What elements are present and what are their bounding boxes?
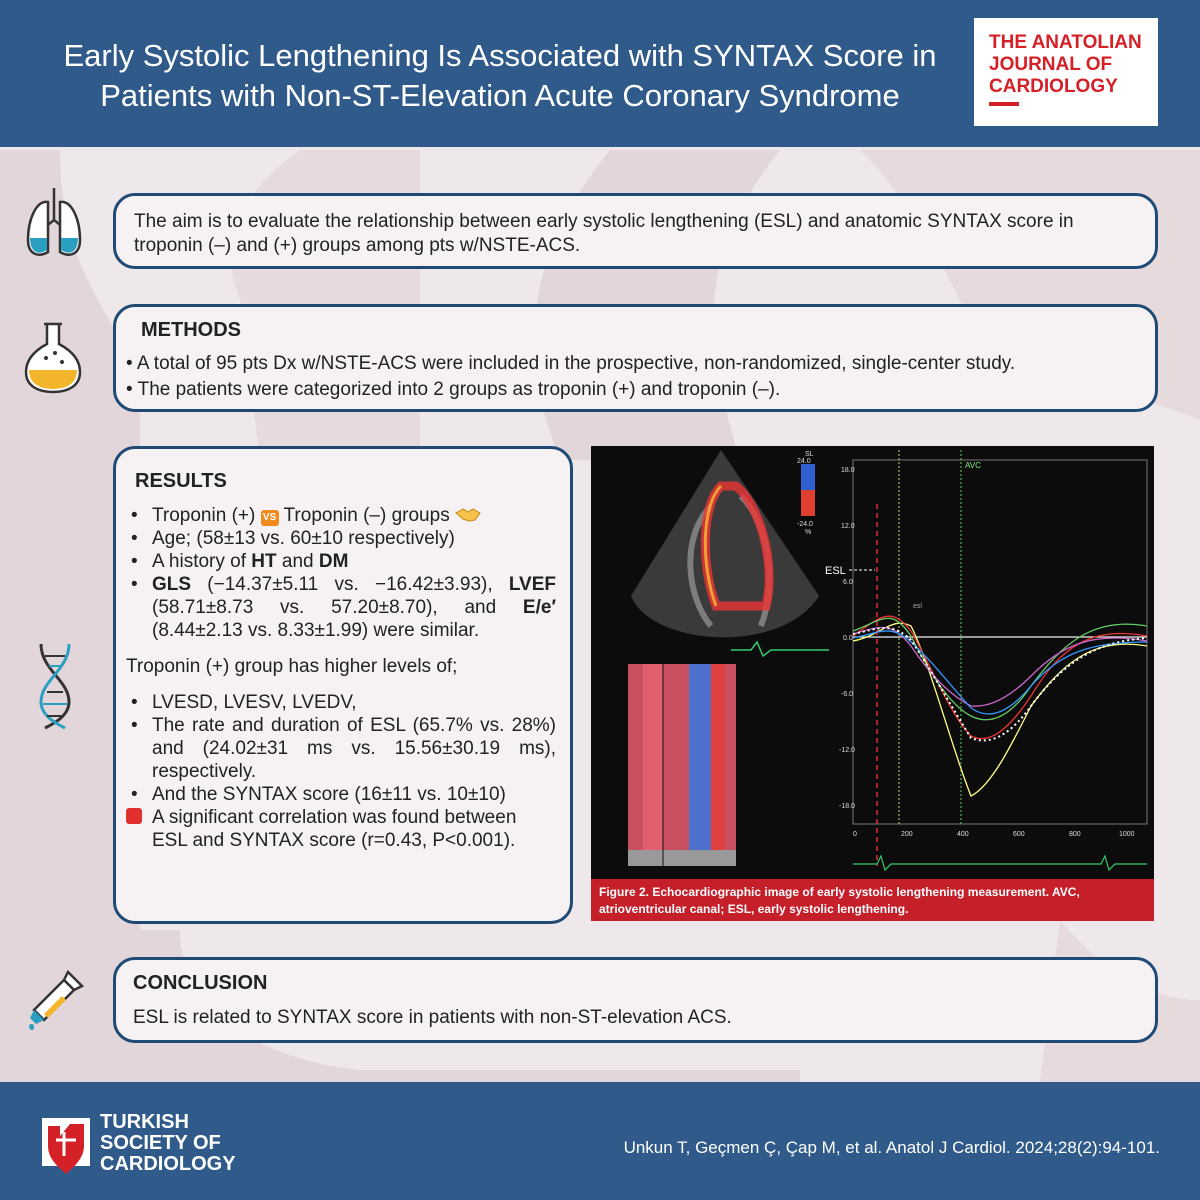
- handshake-icon: [455, 507, 481, 523]
- correlation-note: A significant correlation was found between ESL and SYNTAX score (r=0.43, P<0.001).: [126, 806, 556, 852]
- flask-icon: [22, 320, 84, 394]
- x-tick: 400: [957, 831, 969, 838]
- tsc-heart-logo-icon: [40, 1116, 92, 1176]
- strain-plot-frame: [853, 460, 1147, 824]
- y-tick: 0.0: [843, 635, 853, 642]
- y-tick: -12.0: [839, 747, 855, 754]
- y-tick: 12.0: [841, 523, 855, 530]
- x-tick: 1000: [1119, 831, 1135, 838]
- alarm-icon: [126, 808, 142, 824]
- colorbar-top-label: SL: [805, 451, 814, 458]
- society-name: TURKISH SOCIETY OF CARDIOLOGY: [100, 1111, 236, 1175]
- echo-image: [591, 446, 1154, 920]
- results-subheading: Troponin (+) group has higher levels of;: [126, 656, 458, 677]
- results-item: • And the SYNTAX score (16±11 vs. 10±10): [131, 784, 506, 805]
- x-tick: 800: [1069, 831, 1081, 838]
- page-title: Early Systolic Lengthening Is Associated with SYNTAX Score in Patients with Non-ST-Elevation Acute Coronary Syndrome: [63, 38, 937, 113]
- journal-logo-bar: [989, 102, 1019, 106]
- strain-curve: [853, 623, 1147, 796]
- strain-curve: [853, 616, 1147, 738]
- results-item: • Troponin (+) VS Troponin (–) groups: [126, 504, 556, 527]
- x-tick: 600: [1013, 831, 1025, 838]
- results-heading: RESULTS: [135, 470, 227, 492]
- y-tick: -6.0: [841, 691, 854, 698]
- y-tick: -18.0: [839, 803, 855, 810]
- footer-banner: [0, 1082, 1200, 1200]
- x-tick: 200: [901, 831, 913, 838]
- journal-logo: [974, 18, 1158, 126]
- results-box: [113, 446, 573, 924]
- methods-item: • The patients were categorized into 2 groups as troponin (+) and troponin (–).: [126, 379, 781, 400]
- results-item: • A history of HT and DM: [131, 551, 349, 572]
- dropper-icon: [22, 966, 88, 1032]
- echo-figure: [591, 446, 1154, 920]
- y-tick: 6.0: [843, 579, 853, 586]
- versus-icon: VS: [261, 510, 279, 526]
- lungs-icon: [24, 180, 84, 264]
- conclusion-heading: CONCLUSION: [133, 972, 268, 994]
- conclusion-text: ESL is related to SYNTAX score in patients with non-ST-elevation ACS.: [133, 1007, 732, 1028]
- results-item: • The rate and duration of ESL (65.7% vs. 28%) and (24.02±31 ms vs. 15.56±30.19 ms), respectively.: [131, 715, 556, 782]
- colorbar-unit: %: [805, 529, 812, 536]
- header-banner: [0, 0, 1200, 147]
- figure-caption: Figure 2. Echocardiographic image of early systolic lengthening measurement. AVC, atrioventricular canal; ESL, early systolic lengthening.: [591, 879, 1154, 921]
- methods-item: • A total of 95 pts Dx w/NSTE-ACS were included in the prospective, non-randomized, single-center study.: [126, 353, 1016, 374]
- colorbar-top: 24.0: [797, 458, 811, 465]
- dna-icon: [33, 640, 77, 732]
- avc-label: AVC: [965, 461, 981, 470]
- strain-curve: [853, 631, 1147, 714]
- results-item: • LVESD, LVESV, LVEDV,: [131, 692, 357, 713]
- results-item: • GLS (−14.37±5.11 vs. −16.42±3.93), LVEF (58.71±8.73 vs. 57.20±8.70), and E/e′ (8.44±2.13 vs. 8.33±1.99) were similar.: [131, 574, 556, 641]
- aim-text: The aim is to evaluate the relationship between early systolic lengthening (ESL) and anatomic SYNTAX score in troponin (–) and (+) groups among pts w/NSTE-ACS.: [134, 211, 1074, 256]
- esl-label: ESL: [825, 565, 846, 577]
- results-item: • Age; (58±13 vs. 60±10 respectively): [131, 528, 455, 549]
- x-tick: 0: [853, 831, 857, 838]
- conclusion-box: [113, 957, 1158, 1043]
- y-tick: 18.0: [841, 467, 855, 474]
- methods-box: [113, 304, 1158, 412]
- strain-curve: [853, 627, 1147, 706]
- colorbar-bottom: -24.0: [797, 521, 813, 528]
- journal-logo-text: THE ANATOLIAN JOURNAL OF CARDIOLOGY: [989, 32, 1142, 97]
- citation: Unkun T, Geçmen Ç, Çap M, et al. Anatol J Cardiol. 2024;28(2):94-101.: [623, 1138, 1160, 1157]
- esl-small-label: esl: [913, 603, 922, 610]
- methods-heading: METHODS: [141, 319, 241, 341]
- ecg-trace: [853, 856, 1147, 870]
- aim-box: [113, 193, 1158, 269]
